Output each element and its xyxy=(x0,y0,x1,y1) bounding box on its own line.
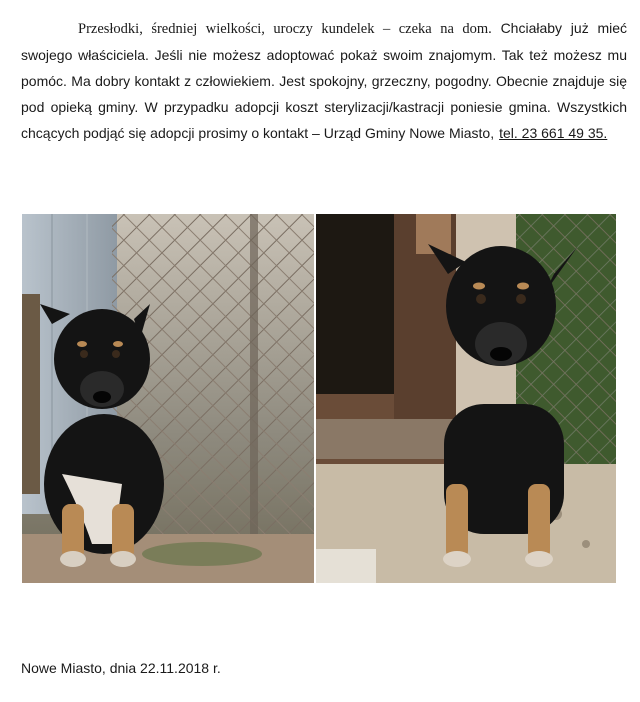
adoption-description xyxy=(21,15,627,146)
description-lead: Przesłodki, średniej wielkości, uroczy kundelek – czeka na dom. xyxy=(78,21,492,37)
description-body: Chciałaby już mieć swojego właściciela. Jeśli nie możesz adoptować pokaż swoim znajomym. Tak też możesz mu pomóc. Ma dobry kontakt z człowiekiem. Jest spokojny, grzeczny, pogodny. Obecnie znajduje się pod opieką gminy. W przypadku adopcji koszt sterylizacji/kastracji poniesie gmina. Wszystkich chcących podjąć się adopcji prosimy o kontakt – Urząd Gminy Nowe Miasto, xyxy=(21,20,628,141)
document-footer-date: Nowe Miasto, dnia 22.11.2018 r. xyxy=(21,660,221,676)
puppy-photo-left xyxy=(22,214,314,583)
phone-number-link[interactable]: tel. 23 661 49 35. xyxy=(499,125,608,141)
puppy-photo-right xyxy=(316,214,616,583)
